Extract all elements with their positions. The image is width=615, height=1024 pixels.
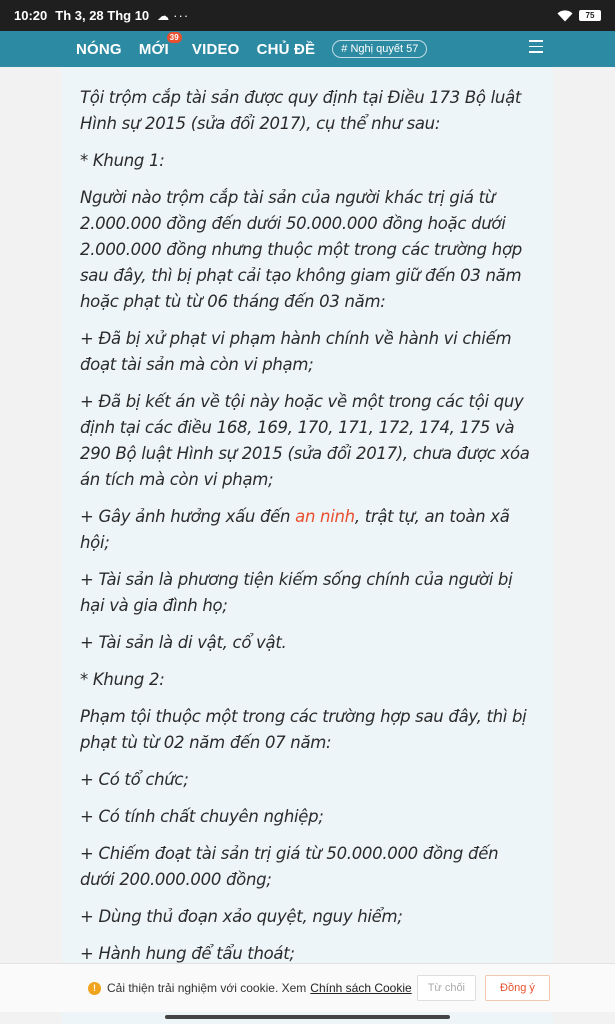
article-paragraph: + Đã bị kết án về tội này hoặc về một trong các tội quy định tại các điều 168, 169, 170, 171, 172, 174, 175 và 290 Bộ luật Hình sự 2015 (sửa đổi 2017), chưa được xóa án tích mà còn vi phạm; bbox=[80, 392, 530, 489]
battery-icon: 75 bbox=[579, 10, 601, 21]
article-paragraph: + Tài sản là phương tiện kiếm sống chính của người bị hại và gia đình họ; bbox=[80, 570, 513, 615]
article-paragraph: + Có tổ chức; bbox=[80, 770, 189, 789]
home-indicator[interactable] bbox=[165, 1015, 450, 1019]
article-paragraph: Tội trộm cắp tài sản được quy định tại Điều 173 Bộ luật Hình sự 2015 (sửa đổi 2017), cụ thể như sau: bbox=[80, 88, 522, 133]
article-paragraph: Phạm tội thuộc một trong các trường hợp sau đây, thì bị phạt tù từ 02 năm đến 07 năm: bbox=[80, 707, 527, 752]
article-paragraph: + Dùng thủ đoạn xảo quyệt, nguy hiểm; bbox=[80, 907, 403, 926]
nav-item-moi-label: MỚI bbox=[138, 40, 169, 58]
cookie-consent-bar bbox=[0, 963, 615, 1012]
top-navigation bbox=[0, 31, 615, 67]
article-paragraph: * Khung 1: bbox=[80, 151, 165, 170]
article-paragraph: + Có tính chất chuyên nghiệp; bbox=[80, 807, 324, 826]
cookie-policy-link[interactable]: Chính sách Cookie bbox=[310, 981, 412, 995]
an-ninh-link[interactable]: an ninh bbox=[295, 507, 355, 526]
page-content bbox=[0, 67, 615, 1024]
cookie-text: Cải thiện trải nghiệm với cookie. Xem bbox=[107, 981, 307, 995]
status-date: Th 3, 28 Thg 10 bbox=[55, 8, 150, 23]
paragraph-text: + Gây ảnh hưởng xấu đến bbox=[80, 507, 296, 526]
article-paragraph: * Khung 2: bbox=[80, 670, 165, 689]
article-paragraph: + Chiếm đoạt tài sản trị giá từ 50.000.000 đồng đến dưới 200.000.000 đồng; bbox=[80, 844, 499, 889]
article-paragraph: Người nào trộm cắp tài sản của người khác trị giá từ 2.000.000 đồng đến dưới 50.000.000 đồng hoặc dưới 2.000.000 đồng nhưng thuộc một trong các trường hợp sau đây, thì bị phạt cải tạo không giam giữ đến 03 năm hoặc phạt tù từ 06 tháng đến 03 năm: bbox=[80, 188, 522, 311]
paragraph-text: , trật tự, an toàn xã hội; bbox=[80, 507, 510, 552]
nav-item-video[interactable]: VIDEO bbox=[191, 40, 240, 58]
wifi-icon bbox=[557, 10, 573, 22]
nav-item-moi[interactable] bbox=[138, 32, 179, 58]
info-icon: ! bbox=[88, 982, 101, 995]
new-count-badge: 39 bbox=[167, 32, 182, 43]
article-paragraph: + Đã bị xử phạt vi phạm hành chính về hành vi chiếm đoạt tài sản mà còn vi phạm; bbox=[80, 329, 512, 374]
topic-tag[interactable]: # Nghị quyết 57 bbox=[332, 40, 427, 58]
status-bar bbox=[0, 0, 615, 31]
nav-item-chu-de[interactable]: CHỦ ĐỀ bbox=[256, 40, 316, 58]
article-body bbox=[62, 67, 553, 1024]
more-notifications-icon: ··· bbox=[173, 8, 190, 23]
status-time: 10:20 bbox=[14, 8, 48, 23]
article-paragraph: + Tài sản là di vật, cổ vật. bbox=[80, 633, 287, 652]
nav-item-nong[interactable]: NÓNG bbox=[76, 40, 122, 58]
reject-cookie-button[interactable]: Từ chối bbox=[417, 975, 476, 1001]
hamburger-menu-icon[interactable] bbox=[529, 40, 543, 54]
article-paragraph bbox=[80, 504, 537, 556]
accept-cookie-button[interactable]: Đồng ý bbox=[485, 975, 550, 1001]
article-paragraph: + Hành hung để tẩu thoát; bbox=[80, 944, 295, 963]
cloud-icon: ☁ bbox=[157, 8, 170, 23]
